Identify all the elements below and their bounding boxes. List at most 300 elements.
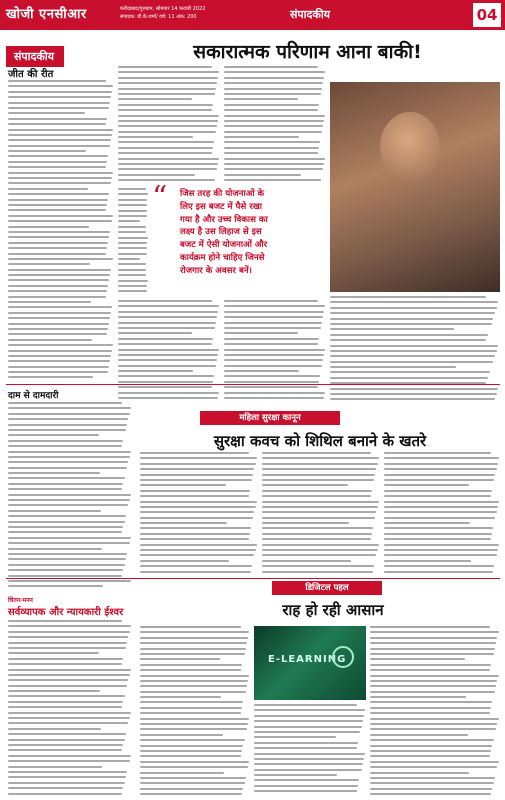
- text-line: [8, 663, 122, 665]
- text-line: [8, 739, 125, 741]
- text-line: [8, 139, 111, 141]
- text-line: [330, 371, 490, 373]
- text-line: [118, 93, 215, 95]
- text-line: [118, 77, 218, 79]
- text-line: [8, 376, 93, 378]
- text-line: [8, 123, 106, 125]
- text-line: [118, 188, 146, 190]
- text-line: [8, 296, 106, 298]
- text-line: [370, 718, 499, 720]
- text-line: [370, 675, 499, 677]
- person-photo: [380, 112, 440, 182]
- section-divider-1: [6, 384, 500, 385]
- text-line: [118, 193, 148, 195]
- text-line: [384, 474, 495, 476]
- text-line: [254, 790, 357, 792]
- text-line: [8, 658, 123, 660]
- text-line: [8, 510, 101, 512]
- text-line: [8, 269, 111, 271]
- text-line: [224, 82, 323, 84]
- text-line: [140, 777, 246, 779]
- text-line: [224, 338, 319, 340]
- text-line: [224, 174, 301, 176]
- text-line: [8, 477, 125, 479]
- editorial-tag: संपादकीय: [6, 46, 64, 67]
- text-line: [370, 766, 497, 768]
- text-line: [118, 147, 213, 149]
- text-line: [118, 66, 212, 68]
- text-line: [140, 457, 257, 459]
- text-line: [140, 653, 245, 655]
- text-line: [384, 506, 498, 508]
- text-line: [8, 636, 128, 638]
- text-line: [8, 766, 102, 768]
- text-line: [8, 685, 127, 687]
- text-line: [118, 343, 212, 345]
- text-line: [330, 393, 497, 395]
- text-line: [140, 782, 245, 784]
- text-line: [262, 511, 376, 513]
- text-line: [224, 147, 319, 149]
- text-line: [140, 766, 248, 768]
- text-line: [8, 274, 110, 276]
- text-line: [8, 215, 113, 217]
- text-line: [8, 204, 107, 206]
- text-line: [370, 691, 495, 693]
- text-line: [8, 333, 107, 335]
- text-line: [140, 739, 245, 741]
- text-line: [8, 445, 122, 447]
- text-line: [224, 332, 298, 334]
- text-line: [8, 760, 130, 762]
- text-line: [8, 317, 110, 319]
- text-line: [118, 120, 218, 122]
- text-line: [140, 474, 253, 476]
- text-line: [8, 402, 122, 404]
- text-line: [8, 279, 109, 281]
- text-line: [8, 301, 91, 303]
- text-line: [254, 709, 365, 711]
- text-line: [140, 517, 253, 519]
- text-line: [118, 115, 219, 117]
- text-line: [118, 231, 146, 233]
- text-line: [254, 726, 362, 728]
- text-line: [262, 571, 373, 573]
- text-line: [8, 652, 99, 654]
- text-line: [384, 538, 491, 540]
- text-line: [118, 375, 214, 377]
- text-line: [8, 344, 113, 346]
- text-line: [118, 332, 192, 334]
- text-line: [140, 631, 249, 633]
- text-line: [140, 696, 221, 698]
- text-line: [330, 323, 492, 325]
- edition-date: फरीदाबाद/गुरुग्राम, सोमवार 14 फरवरी 2022: [120, 6, 206, 12]
- text-line: [118, 381, 213, 383]
- text-line: [254, 747, 357, 749]
- text-line: [8, 548, 102, 550]
- text-line: [140, 484, 226, 486]
- text-line: [140, 718, 249, 720]
- text-line: [8, 494, 131, 496]
- text-line: [8, 631, 130, 633]
- text-line: [8, 172, 113, 174]
- text-line: [262, 554, 376, 556]
- text-line: [224, 125, 323, 127]
- text-line: [8, 706, 122, 708]
- text-line: [118, 204, 147, 206]
- text-line: [8, 580, 131, 582]
- text-line: [118, 71, 219, 73]
- text-line: [8, 733, 126, 735]
- text-line: [140, 745, 243, 747]
- text-line: [8, 537, 131, 539]
- quote-mark-icon: “: [152, 180, 168, 215]
- digital-article-col-3: [370, 626, 500, 796]
- text-line: [118, 354, 218, 356]
- text-line: [224, 349, 325, 351]
- text-line: [254, 779, 359, 781]
- text-line: [8, 247, 107, 249]
- text-line: [8, 429, 126, 431]
- text-line: [384, 511, 497, 513]
- text-line: [140, 479, 252, 481]
- text-line: [370, 788, 492, 790]
- text-line: [262, 452, 371, 454]
- article-photo: [330, 82, 500, 292]
- text-line: [8, 155, 108, 157]
- text-line: [8, 182, 111, 184]
- text-line: [384, 484, 469, 486]
- text-line: [8, 434, 99, 436]
- text-line: [224, 66, 318, 68]
- text-line: [262, 549, 378, 551]
- text-line: [370, 745, 492, 747]
- text-line: [8, 209, 106, 211]
- text-line: [224, 365, 322, 367]
- text-line: [254, 769, 362, 771]
- text-line: [140, 648, 246, 650]
- text-line: [118, 158, 219, 160]
- text-line: [370, 680, 497, 682]
- text-line: [224, 115, 325, 117]
- text-line: [140, 626, 241, 628]
- text-line: [140, 793, 242, 795]
- text-line: [330, 328, 454, 330]
- masthead: [0, 0, 505, 30]
- text-line: [8, 728, 101, 730]
- text-line: [224, 386, 318, 388]
- text-line: [330, 398, 495, 400]
- text-line: [140, 712, 241, 714]
- text-line: [118, 300, 212, 302]
- text-line: [8, 531, 122, 533]
- text-line: [140, 685, 247, 687]
- text-line: [8, 712, 131, 714]
- text-line: [224, 311, 324, 313]
- text-line: [140, 675, 249, 677]
- text-line: [224, 381, 319, 383]
- text-line: [118, 152, 212, 154]
- text-line: [140, 734, 223, 736]
- text-line: [140, 554, 254, 556]
- text-line: [254, 774, 337, 776]
- text-line: [330, 355, 495, 357]
- text-line: [8, 755, 131, 757]
- text-line: [140, 495, 249, 497]
- main-article-col-4: [224, 300, 326, 400]
- text-line: [8, 102, 110, 104]
- text-line: [384, 463, 498, 465]
- text-line: [262, 495, 371, 497]
- text-line: [8, 177, 112, 179]
- text-line: [224, 93, 321, 95]
- text-line: [8, 80, 106, 82]
- text-line: [118, 141, 214, 143]
- text-line: [8, 504, 128, 506]
- text-line: [8, 193, 109, 195]
- text-line: [262, 565, 374, 567]
- main-article-col-2: [224, 66, 326, 182]
- text-line: [140, 527, 251, 529]
- text-line: [370, 777, 495, 779]
- text-line: [370, 750, 491, 752]
- text-line: [224, 300, 318, 302]
- digital-article-col-2: [254, 704, 366, 796]
- e-learning-photo: [254, 626, 366, 700]
- text-line: [8, 744, 123, 746]
- text-line: [370, 626, 490, 628]
- text-line: [140, 728, 247, 730]
- text-line: [262, 522, 349, 524]
- text-line: [330, 307, 497, 309]
- text-line: [8, 312, 111, 314]
- text-line: [118, 125, 217, 127]
- main-headline: सकारात्मक परिणाम आना बाकी!: [193, 41, 422, 63]
- text-line: [8, 96, 111, 98]
- text-line: [8, 569, 123, 571]
- text-line: [254, 715, 364, 717]
- section-name: संपादकीय: [290, 8, 331, 21]
- text-line: [330, 388, 498, 390]
- text-line: [254, 731, 360, 733]
- text-line: [8, 118, 107, 120]
- text-line: [8, 112, 85, 114]
- text-line: [370, 739, 494, 741]
- text-line: [8, 515, 126, 517]
- text-line: [8, 129, 113, 131]
- text-line: [140, 463, 256, 465]
- text-line: [118, 199, 147, 201]
- text-line: [8, 306, 112, 308]
- text-line: [8, 776, 126, 778]
- text-line: [224, 370, 299, 372]
- text-line: [330, 334, 488, 336]
- text-line: [262, 506, 378, 508]
- text-line: [370, 642, 496, 644]
- text-line: [8, 166, 106, 168]
- text-line: [370, 755, 490, 757]
- text-line: [224, 152, 318, 154]
- text-line: [8, 717, 130, 719]
- text-line: [384, 517, 495, 519]
- text-line: [224, 305, 325, 307]
- text-line: [118, 247, 147, 249]
- text-line: [8, 91, 112, 93]
- text-line: [8, 647, 126, 649]
- text-line: [262, 457, 379, 459]
- text-line: [8, 258, 113, 260]
- text-line: [370, 761, 499, 763]
- text-line: [8, 542, 130, 544]
- text-line: [224, 375, 320, 377]
- newspaper-logo: खोजी एनसीआर: [6, 7, 87, 22]
- women-article-col-2: [262, 452, 380, 576]
- text-line: [140, 701, 243, 703]
- text-line: [262, 544, 379, 546]
- text-line: [370, 712, 490, 714]
- masthead-meta: [120, 5, 270, 21]
- text-line: [118, 269, 146, 271]
- text-line: [140, 538, 249, 540]
- pull-quote: जिस तरह की योजनाओं के लिए इस बजट में पैसे रखा गया है और उच्च विकास का लक्ष्य है उस लिहाज से इस बजट में ऐसी योजनाओं और कार्यक्रम होने चाहिए जिनसे रोजगार के अवसर बनें।: [180, 189, 268, 276]
- text-line: [8, 328, 108, 330]
- text-line: [118, 210, 147, 212]
- text-line: [384, 544, 499, 546]
- text-line: [8, 461, 128, 463]
- digital-section-tag: डिजिटल पहल: [272, 581, 382, 595]
- section-divider-2: [6, 578, 500, 579]
- text-line: [118, 220, 140, 222]
- text-line: [384, 527, 493, 529]
- text-line: [8, 564, 125, 566]
- text-line: [384, 522, 470, 524]
- text-line: [8, 620, 122, 622]
- text-line: [8, 499, 130, 501]
- text-line: [8, 418, 128, 420]
- text-line: [224, 98, 298, 100]
- text-line: [370, 707, 491, 709]
- bottom-left-body: [8, 620, 132, 796]
- women-section-tag: महिला सुरक्षा कानून: [200, 411, 340, 425]
- bottom-left-tag: चिंतन-मनन: [8, 597, 33, 604]
- text-line: [224, 168, 323, 170]
- text-line: [140, 565, 252, 567]
- text-line: [118, 98, 192, 100]
- text-line: [262, 468, 376, 470]
- text-line: [8, 231, 110, 233]
- text-line: [8, 290, 107, 292]
- text-line: [254, 785, 358, 787]
- text-line: [118, 253, 147, 255]
- text-line: [370, 772, 469, 774]
- text-line: [224, 104, 319, 106]
- text-line: [118, 174, 195, 176]
- text-line: [8, 366, 109, 368]
- text-line: [254, 763, 363, 765]
- text-line: [262, 490, 372, 492]
- text-line: [118, 305, 219, 307]
- text-line: [384, 533, 492, 535]
- text-line: [118, 258, 140, 260]
- main-article-col-1: [118, 66, 220, 182]
- women-section-headline: सुरक्षा कवच को शिथिल बनाने के खतरे: [213, 432, 427, 450]
- text-line: [118, 274, 146, 276]
- text-line: [370, 701, 492, 703]
- text-line: [140, 571, 251, 573]
- text-line: [8, 472, 100, 474]
- text-line: [384, 490, 492, 492]
- text-line: [224, 327, 321, 329]
- text-line: [8, 323, 109, 325]
- text-line: [140, 522, 227, 524]
- text-line: [8, 199, 108, 201]
- text-line: [370, 664, 491, 666]
- editorial-body: [8, 80, 114, 380]
- text-line: [384, 501, 499, 503]
- text-line: [8, 236, 109, 238]
- digital-article-col-1: [140, 626, 250, 796]
- text-line: [8, 679, 128, 681]
- text-line: [118, 290, 147, 292]
- main-article-col-3: [118, 300, 220, 400]
- text-line: [224, 158, 325, 160]
- text-line: [370, 782, 494, 784]
- text-line: [224, 136, 299, 138]
- text-line: [370, 728, 496, 730]
- text-line: [384, 495, 491, 497]
- text-line: [224, 316, 323, 318]
- text-line: [262, 538, 371, 540]
- text-line: [118, 327, 215, 329]
- text-line: [8, 188, 88, 190]
- text-line: [118, 109, 212, 111]
- text-line: [224, 131, 322, 133]
- text-line: [8, 488, 122, 490]
- text-line: [118, 386, 212, 388]
- text-line: [8, 669, 131, 671]
- text-line: [8, 782, 125, 784]
- text-line: [254, 704, 357, 706]
- text-line: [8, 642, 127, 644]
- text-line: [8, 456, 130, 458]
- text-line: [8, 161, 107, 163]
- lock-icon: [332, 646, 354, 668]
- text-line: [262, 527, 373, 529]
- text-line: [254, 720, 363, 722]
- text-line: [262, 474, 375, 476]
- text-line: [140, 691, 246, 693]
- text-line: [140, 544, 257, 546]
- text-line: [384, 468, 497, 470]
- text-line: [8, 355, 111, 357]
- text-line: [224, 77, 324, 79]
- text-line: [8, 793, 122, 795]
- text-line: [370, 685, 496, 687]
- text-line: [118, 370, 193, 372]
- text-line: [140, 761, 249, 763]
- text-line: [8, 695, 125, 697]
- e-learning-label: E-LEARNING: [268, 654, 347, 665]
- text-line: [8, 263, 90, 265]
- text-line: [140, 669, 241, 671]
- text-line: [118, 285, 147, 287]
- text-line: [8, 467, 127, 469]
- text-line: [8, 85, 113, 87]
- text-line: [8, 339, 92, 341]
- text-line: [118, 322, 216, 324]
- text-line: [262, 517, 375, 519]
